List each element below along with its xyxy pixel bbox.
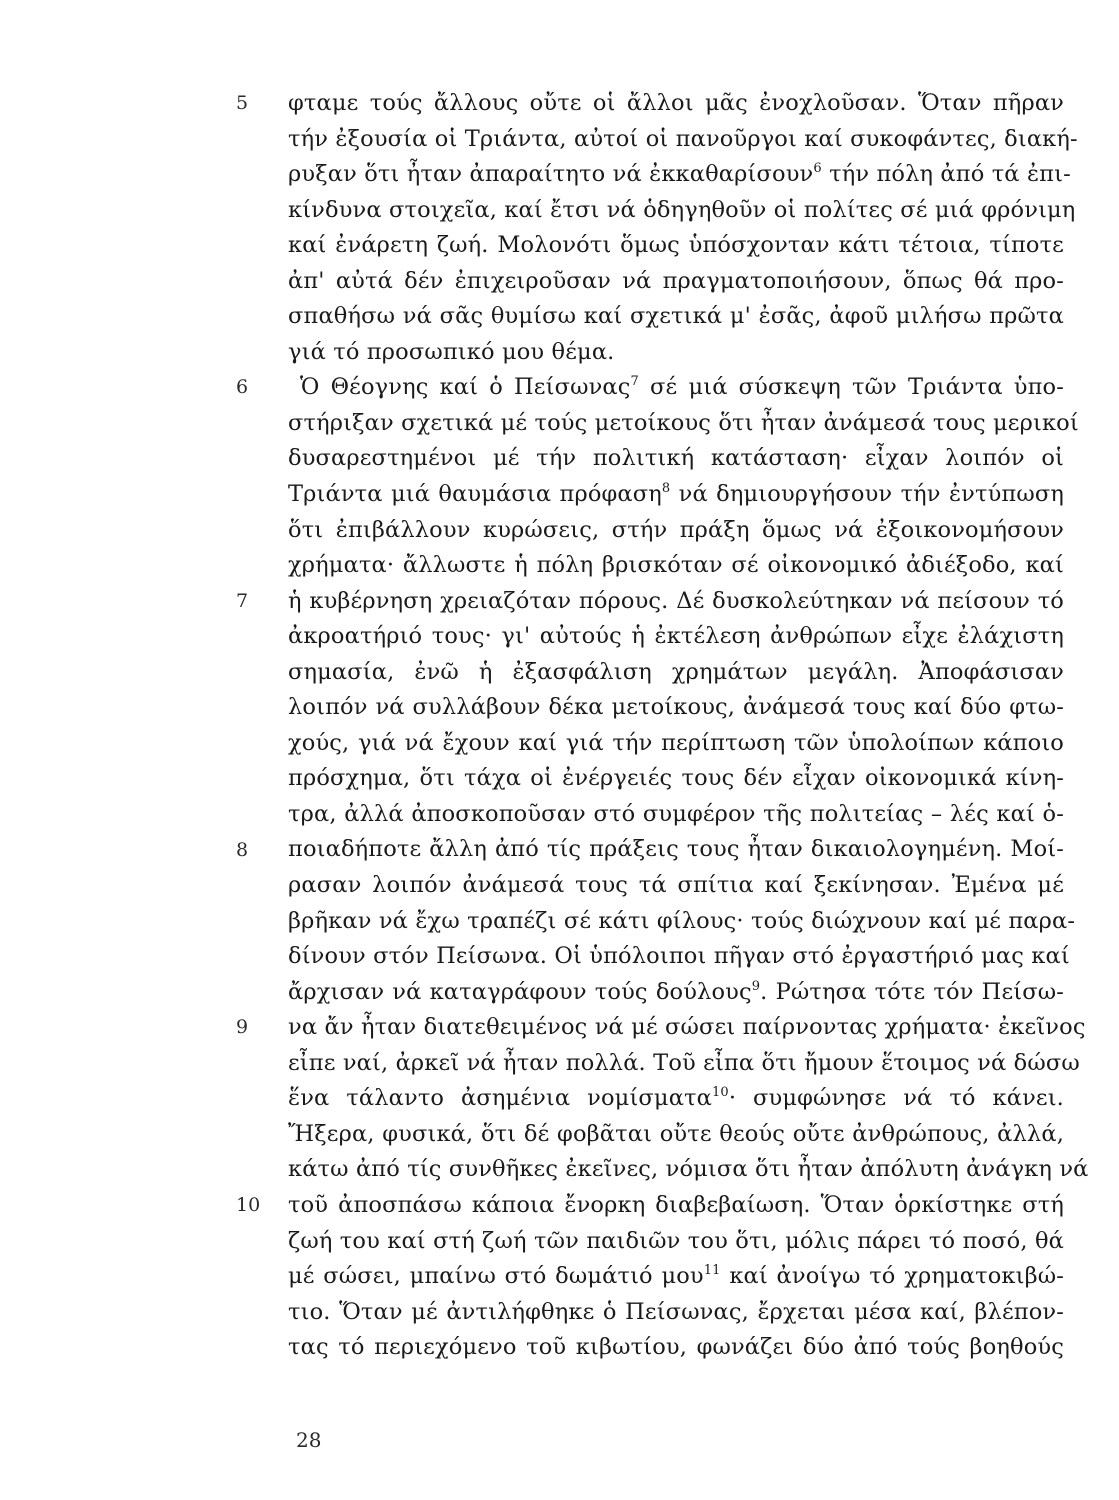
text-line: ἡ κυβέρνηση χρειαζόταν πόρους. Δέ δυσκολεύτηκαν νά πείσουν τό <box>288 587 1064 614</box>
text-line: καί ἐνάρετη ζωή. Μολονότι ὅμως ὑπόσχονταν κάτι τέτοια, τίποτε <box>288 232 1064 259</box>
text-line: τρα, ἀλλά ἀποσκοποῦσαν στό συμφέρον τῆς πολιτείας – λές καί ὁ- <box>288 800 1064 827</box>
text-line <box>288 370 1064 406</box>
text-line: λοιπόν νά συλλάβουν δέκα μετοίκους, ἀνάμεσά τους καί δύο φτω- <box>288 694 1064 721</box>
footnote-marker: 6 <box>813 161 822 177</box>
text-line: τας τό περιεχόμενο τοῦ κιβωτίου, φωνάζει δύο ἀπό τούς βοηθούς <box>288 1334 1064 1361</box>
text-line: εἶπε ναί, ἀρκεῖ νά ἦταν πολλά. Τοῦ εἶπα ὅτι ἤμουν ἕτοιμος νά δώσω <box>288 1049 1080 1076</box>
text-line-part: ἕνα τάλαντο ἀσημένια νομίσματα <box>288 1085 712 1112</box>
text-line-part: Τριάντα μιά θαυμάσια πρόφαση <box>288 481 662 508</box>
footnote-marker: 8 <box>661 481 671 497</box>
page-number: 28 <box>296 1428 322 1452</box>
section-number: 9 <box>236 1016 249 1039</box>
text-line: γιά τό προσωπικό μου θέμα. <box>288 338 615 365</box>
footnote-marker: 10 <box>711 1085 729 1101</box>
text-line <box>288 157 1071 193</box>
footnote-marker: 11 <box>703 1263 721 1279</box>
text-line <box>288 1259 1064 1295</box>
text-line: ἀκροατήριό τους· γι' αὐτούς ἡ ἐκτέλεση ἀνθρώπων εἶχε ἐλάχιστη <box>288 623 1064 650</box>
text-line: τήν ἐξουσία οἱ Τριάντα, αὐτοί οἱ πανοῦργοι καί συκοφάντες, διακή- <box>288 125 1078 152</box>
text-line-part: τήν πόλη ἀπό τά ἐπι- <box>829 161 1071 188</box>
text-line: ζωή του καί στή ζωή τῶν παιδιῶν του ὅτι, μόλις πάρει τό ποσό, θά <box>288 1227 1064 1254</box>
text-line: ποιαδήποτε ἄλλη ἀπό τίς πράξεις τους ἦταν δικαιολογημένη. Μοί- <box>288 836 1064 863</box>
text-line-part: ρυξαν ὅτι ἦταν ἀπαραίτητο νά ἐκκαθαρίσουν <box>288 161 814 188</box>
text-line: πρόσχημα, ὅτι τάχα οἱ ἐνέργειές τους δέν εἶχαν οἰκονομικά κίνη- <box>288 765 1064 792</box>
text-line-part: καί ἀνοίγω τό χρηματοκιβώ- <box>729 1263 1064 1290</box>
text-line-part: · συμφώνησε νά τό κάνει. <box>728 1085 1064 1112</box>
text-line-part: νά δημιουργήσουν τήν ἐντύπωση <box>678 481 1064 508</box>
text-line: δίνουν στόν Πείσωνα. Οἱ ὑπόλοιποι πῆγαν στό ἐργαστήριό μας καί <box>288 943 1070 970</box>
text-line-part: ἄρχισαν νά καταγράφουν τούς δούλους <box>288 978 752 1005</box>
text-line <box>288 1081 1064 1117</box>
section-number: 7 <box>236 589 249 612</box>
text-line-part: σέ μιά σύσκεψη τῶν Τριάντα ὑπο- <box>650 374 1064 401</box>
text-line: Ἤξερα, φυσικά, ὅτι δέ φοβᾶται οὔτε θεούς οὔτε ἀνθρώπους, ἀλλά, <box>288 1120 1064 1147</box>
text-line: να ἄν ἦταν διατεθειμένος νά μέ σώσει παίρνοντας χρήματα· ἐκεῖνος <box>288 1014 1086 1041</box>
section-number: 8 <box>236 838 249 861</box>
text-line-part: . Ρώτησα τότε τόν Πείσω- <box>760 978 1064 1005</box>
text-line: χρήματα· ἄλλωστε ἡ πόλη βρισκόταν σέ οἰκονομικό ἀδιέξοδο, καί <box>288 552 1064 579</box>
text-line: χούς, γιά νά ἔχουν καί γιά τήν περίπτωση τῶν ὑπολοίπων κάποιο <box>288 729 1064 756</box>
text-line: σπαθήσω νά σᾶς θυμίσω καί σχετικά μ' ἐσᾶς, ἀφοῦ μιλήσω πρῶτα <box>288 303 1064 330</box>
text-line: ρασαν λοιπόν ἀνάμεσά τους τά σπίτια καί ξεκίνησαν. Ἐμένα μέ <box>288 872 1064 899</box>
footnote-marker: 7 <box>630 374 639 390</box>
main-text <box>288 86 1089 1366</box>
text-line <box>288 477 1064 513</box>
text-line: τοῦ ἀποσπάσω κάποια ἔνορκη διαβεβαίωση. Ὅταν ὁρκίστηκε στή <box>288 1191 1064 1218</box>
text-line: βρῆκαν νά ἔχω τραπέζι σέ κάτι φίλους· τούς διώχνουν καί μέ παρα- <box>288 907 1076 934</box>
text-line: στήριξαν σχετικά μέ τούς μετοίκους ὅτι ἦταν ἀνάμεσά τους μερικοί <box>288 409 1079 436</box>
text-line: σημασία, ἐνῶ ἡ ἐξασφάλιση χρημάτων μεγάλη. Ἀποφάσισαν <box>288 658 1064 685</box>
text-line <box>288 975 1064 1011</box>
text-line: φταμε τούς ἄλλους οὔτε οἱ ἄλλοι μᾶς ἐνοχλοῦσαν. Ὅταν πῆραν <box>288 90 1064 116</box>
text-line: ὅτι ἐπιβάλλουν κυρώσεις, στήν πράξη ὅμως νά ἐξοικονομήσουν <box>288 516 1064 543</box>
text-line: τιο. Ὅταν μέ ἀντιλήφθηκε ὁ Πείσωνας, ἔρχεται μέσα καί, βλέπον- <box>288 1298 1064 1325</box>
section-number: 6 <box>236 376 249 399</box>
section-number: 5 <box>236 92 249 114</box>
section-number: 10 <box>236 1194 261 1216</box>
text-line-part: μέ σώσει, μπαίνω στό δωμάτιό μου <box>288 1263 704 1290</box>
text-line: δυσαρεστημένοι μέ τήν πολιτική κατάσταση· εἶχαν λοιπόν οἱ <box>288 445 1064 472</box>
text-line: κίνδυνα στοιχεῖα, καί ἔτσι νά ὁδηγηθοῦν οἱ πολίτες σέ μιά φρόνιμη <box>288 196 1076 223</box>
footnote-marker: 9 <box>751 978 761 994</box>
text-line: κάτω ἀπό τίς συνθῆκες ἐκεῖνες, νόμισα ὅτι ἦταν ἀπόλυτη ἀνάγκη νά <box>288 1156 1089 1183</box>
text-line-part: Ὁ Θέογνης καί ὁ Πείσωνας <box>300 374 631 401</box>
text-line: ἀπ' αὐτά δέν ἐπιχειροῦσαν νά πραγματοποιήσουν, ὅπως θά προ- <box>288 267 1064 294</box>
